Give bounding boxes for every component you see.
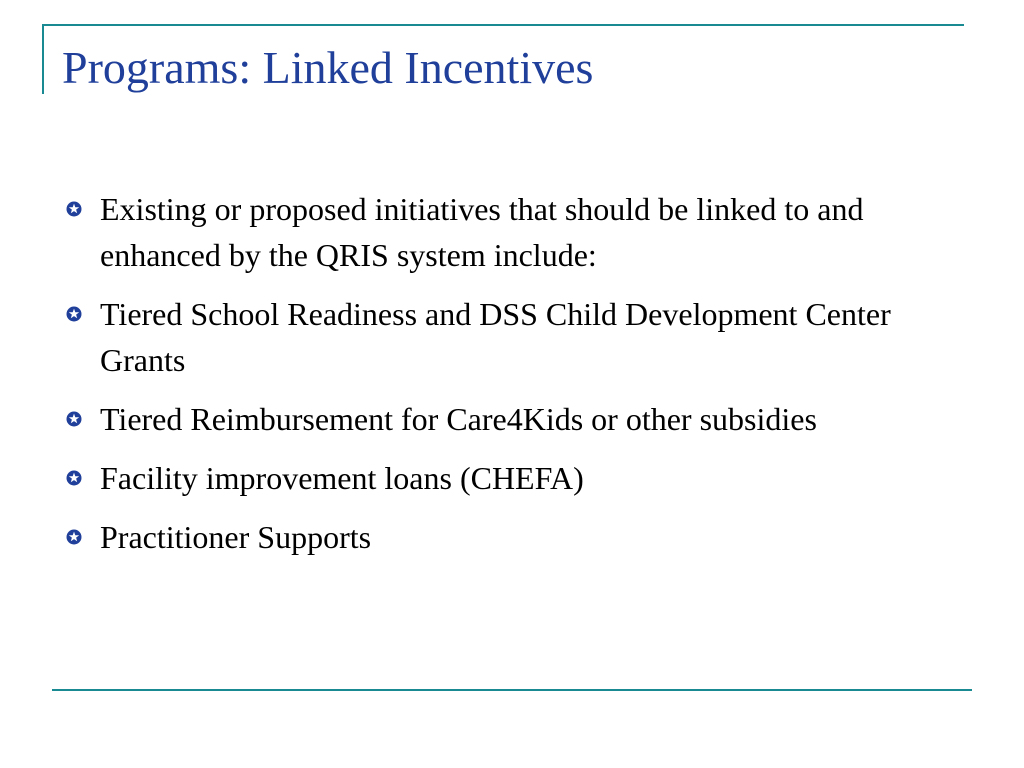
bottom-accent-line (52, 689, 972, 691)
star-circle-icon (66, 306, 82, 322)
bullet-text: Existing or proposed initiatives that should be linked to and enhanced by the QRIS system include: (100, 191, 864, 273)
bullet-text: Facility improvement loans (CHEFA) (100, 460, 584, 496)
bullet-item (66, 514, 906, 560)
bullet-text: Tiered School Readiness and DSS Child Development Center Grants (100, 296, 891, 378)
star-circle-icon (66, 470, 82, 486)
bullet-item (66, 396, 906, 442)
bullet-text: Tiered Reimbursement for Care4Kids or other subsidies (100, 401, 817, 437)
top-accent-line (42, 24, 964, 26)
star-circle-icon (66, 201, 82, 217)
bullet-item (66, 291, 906, 383)
bullet-text: Practitioner Supports (100, 519, 372, 555)
slide-title: Programs: Linked Incentives (62, 42, 594, 93)
bullet-list (66, 186, 906, 573)
star-circle-icon (66, 529, 82, 545)
left-accent-line (42, 24, 44, 94)
bullet-item (66, 455, 906, 501)
bullet-item (66, 186, 906, 278)
star-circle-icon (66, 411, 82, 427)
